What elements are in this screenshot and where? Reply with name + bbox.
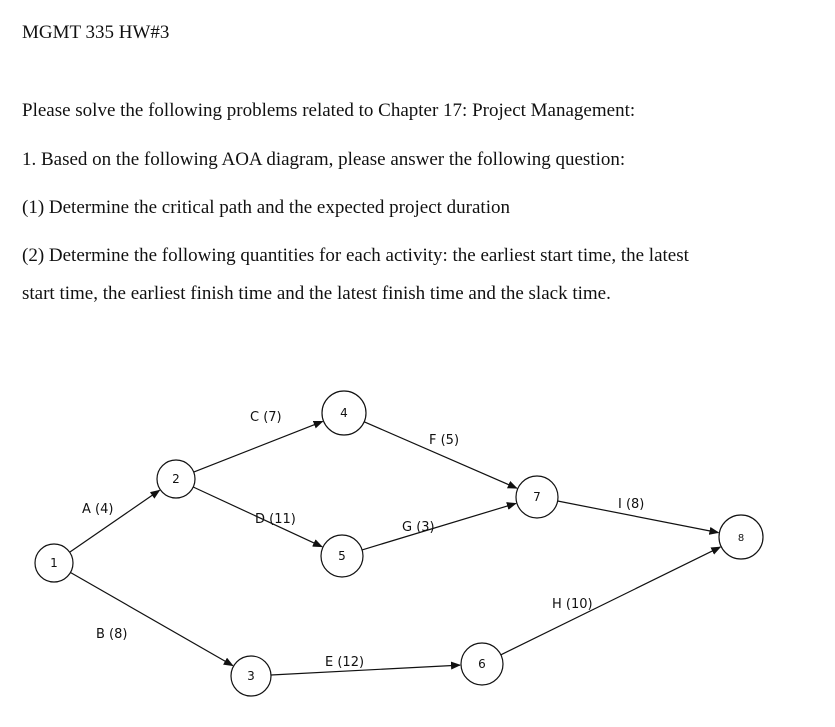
document-title: MGMT 335 HW#3 xyxy=(22,22,170,43)
event-node-8 xyxy=(719,515,763,559)
activity-label: F (5) xyxy=(429,433,460,448)
activity-arrow xyxy=(501,547,720,655)
event-node-3 xyxy=(231,656,271,696)
activity-6-8 xyxy=(501,547,720,655)
event-node-label: 2 xyxy=(172,472,180,486)
activity-label: I (8) xyxy=(618,497,645,512)
activity-3-6 xyxy=(271,655,460,675)
event-node-5 xyxy=(321,535,363,577)
activity-arrow xyxy=(71,573,233,666)
event-node-label: 7 xyxy=(533,490,541,504)
event-node-label: 4 xyxy=(340,406,348,420)
activity-label: G (3) xyxy=(402,520,435,535)
activity-arrow xyxy=(364,422,517,488)
activity-arrow xyxy=(194,421,323,472)
question-part-1: (1) Determine the critical path and the expected project duration xyxy=(22,197,510,218)
activity-5-7 xyxy=(362,503,516,550)
event-node-label: 1 xyxy=(50,556,58,570)
question-1: 1. Based on the following AOA diagram, please answer the following question: xyxy=(22,149,626,170)
event-node-label: 5 xyxy=(338,549,346,563)
activity-1-2 xyxy=(70,490,160,552)
event-node-7 xyxy=(516,476,558,518)
activity-2-5 xyxy=(193,487,322,547)
event-node-label: 6 xyxy=(478,657,486,671)
event-node-label: 8 xyxy=(737,533,745,544)
activity-label: H (10) xyxy=(552,597,593,612)
activity-label: D (11) xyxy=(255,512,296,527)
activity-4-7 xyxy=(364,422,517,488)
event-node-2 xyxy=(157,460,195,498)
intro-paragraph: Please solve the following problems related to Chapter 17: Project Management: xyxy=(22,100,636,121)
event-node-label: 3 xyxy=(247,669,255,683)
event-node-4 xyxy=(322,391,366,435)
question-part-2-line-2: start time, the earliest finish time and the latest finish time and the slack time. xyxy=(22,283,611,304)
question-part-2-line-1: (2) Determine the following quantities for each activity: the earliest start time, the latest xyxy=(22,245,689,266)
activity-1-3 xyxy=(71,573,233,666)
event-node-6 xyxy=(461,643,503,685)
activity-arrow xyxy=(271,665,460,675)
activity-arrow xyxy=(362,503,516,550)
activity-label: E (12) xyxy=(325,655,365,670)
activity-label: A (4) xyxy=(82,502,114,517)
activity-7-8 xyxy=(558,497,719,533)
activity-label: C (7) xyxy=(250,410,282,425)
activity-arrow xyxy=(70,490,160,552)
event-node-1 xyxy=(35,544,73,582)
activity-2-4 xyxy=(194,410,323,472)
activity-label: B (8) xyxy=(96,627,128,642)
